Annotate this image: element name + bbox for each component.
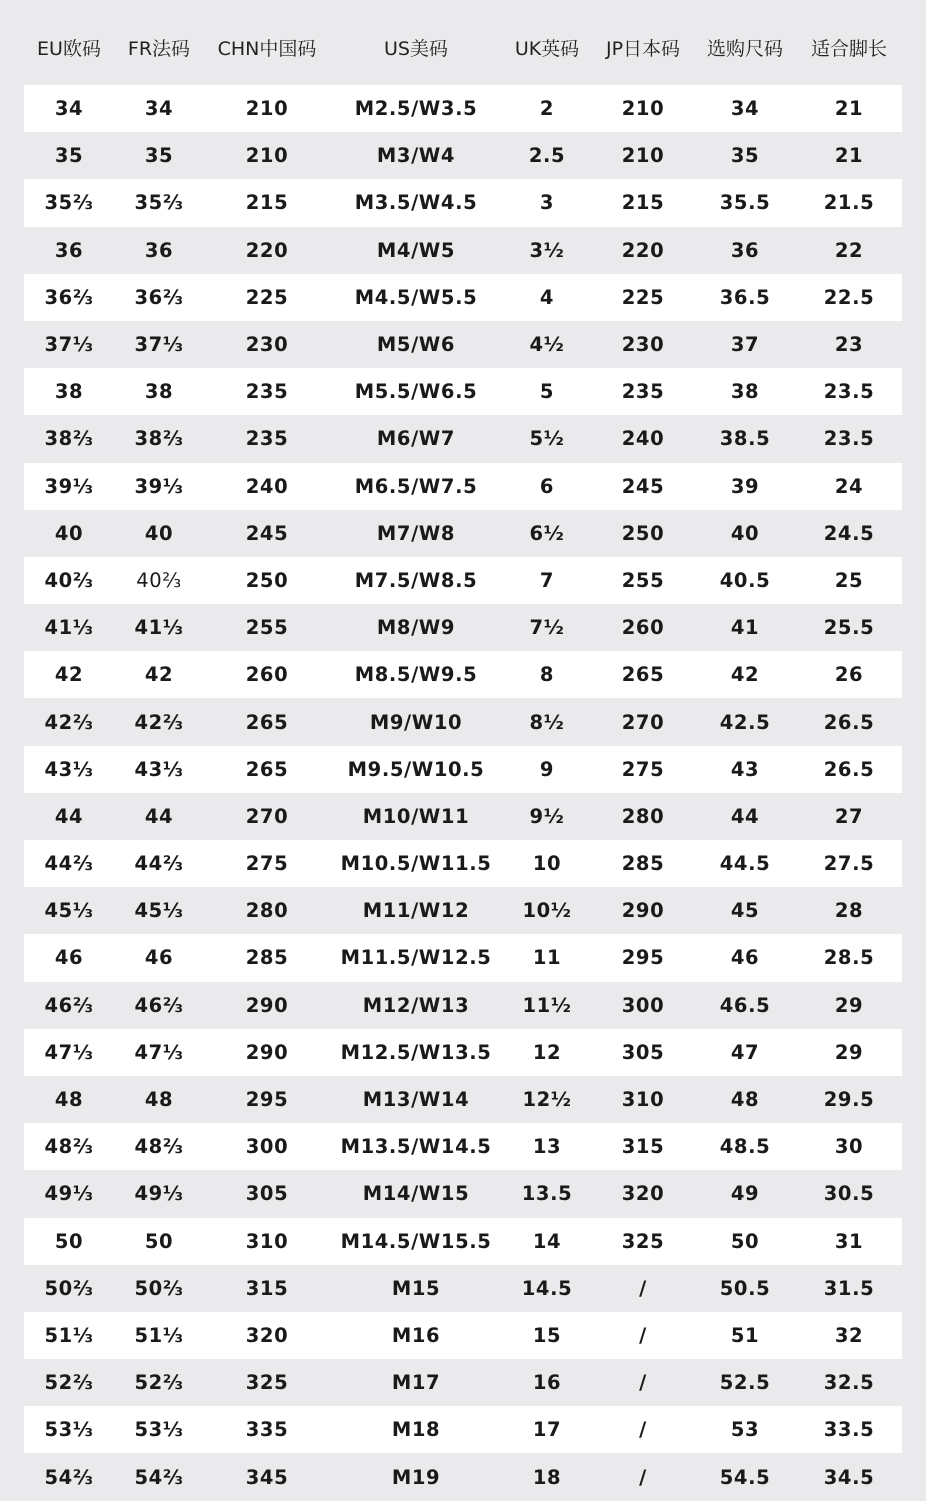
chn-size-cell: 345: [245, 1465, 289, 1489]
fr-size-cell: 52⅔: [134, 1371, 184, 1395]
purchase-size-cell: 40: [730, 521, 760, 545]
chn-size-cell: 295: [245, 1088, 289, 1112]
header-purchase-size: 选购尺码: [706, 37, 783, 60]
chn-size-cell: 240: [245, 474, 289, 498]
uk-size-cell: 3½: [529, 238, 565, 262]
table-row: [24, 934, 902, 981]
foot-length-cell: 31.5: [823, 1276, 875, 1300]
uk-size-cell: 2.5: [528, 144, 566, 168]
foot-length-cell: 28.5: [823, 946, 875, 970]
eu-size-cell: 36: [54, 238, 84, 262]
chn-size-cell: 225: [245, 285, 289, 309]
table-row: [24, 132, 902, 179]
fr-size-cell: 54⅔: [134, 1465, 184, 1489]
uk-size-cell: 8½: [529, 710, 565, 734]
uk-size-cell: 4½: [529, 333, 565, 357]
table-row: [24, 227, 902, 274]
fr-size-cell: 37⅓: [134, 333, 184, 357]
us-size-cell: M4/W5: [376, 238, 456, 262]
chn-size-cell: 215: [245, 191, 289, 215]
eu-size-cell: 40⅔: [44, 568, 94, 592]
header-uk: UK英码: [514, 37, 580, 60]
fr-size-cell: 44: [144, 804, 174, 828]
chn-size-cell: 310: [245, 1229, 289, 1253]
eu-size-cell: 48: [54, 1088, 84, 1112]
purchase-size-cell: 45: [730, 899, 760, 923]
eu-size-cell: 44: [54, 804, 84, 828]
table-row: [24, 698, 902, 745]
jp-size-cell: 270: [621, 710, 665, 734]
purchase-size-cell: 44: [730, 804, 760, 828]
foot-length-cell: 26.5: [823, 710, 875, 734]
foot-length-cell: 23.5: [823, 427, 875, 451]
eu-size-cell: 39⅓: [44, 474, 94, 498]
table-row: [24, 274, 902, 321]
fr-size-cell: 35: [144, 144, 174, 168]
header-fr: FR法码: [127, 37, 191, 60]
jp-size-cell: 295: [621, 946, 665, 970]
eu-size-cell: 45⅓: [44, 899, 94, 923]
eu-size-cell: 38⅔: [44, 427, 94, 451]
table-row: [24, 1453, 902, 1500]
us-size-cell: M5.5/W6.5: [354, 380, 478, 404]
foot-length-cell: 21: [834, 97, 864, 121]
uk-size-cell: 12½: [522, 1088, 572, 1112]
chn-size-cell: 305: [245, 1182, 289, 1206]
chn-size-cell: 220: [245, 238, 289, 262]
chn-size-cell: 235: [245, 380, 289, 404]
purchase-size-cell: 44.5: [719, 852, 771, 876]
purchase-size-cell: 42.5: [719, 710, 771, 734]
fr-size-cell: 44⅔: [134, 852, 184, 876]
table-row: [24, 179, 902, 226]
uk-size-cell: 6½: [529, 521, 565, 545]
fr-size-cell: 45⅓: [134, 899, 184, 923]
purchase-size-cell: 40.5: [719, 568, 771, 592]
jp-size-cell: 315: [621, 1135, 665, 1159]
foot-length-cell: 21: [834, 144, 864, 168]
jp-size-cell: 325: [621, 1229, 665, 1253]
chn-size-cell: 255: [245, 616, 289, 640]
purchase-size-cell: 38.5: [719, 427, 771, 451]
us-size-cell: M11/W12: [362, 899, 470, 923]
fr-size-cell: 34: [144, 97, 174, 121]
uk-size-cell: 10: [532, 852, 562, 876]
us-size-cell: M8/W9: [376, 616, 456, 640]
purchase-size-cell: 38: [730, 380, 760, 404]
us-size-cell: M7/W8: [376, 521, 456, 545]
chn-size-cell: 235: [245, 427, 289, 451]
us-size-cell: M11.5/W12.5: [340, 946, 492, 970]
eu-size-cell: 47⅓: [44, 1040, 94, 1064]
table-row: [24, 368, 902, 415]
uk-size-cell: 11½: [522, 993, 572, 1017]
uk-size-cell: 18: [532, 1465, 562, 1489]
fr-size-cell: 50⅔: [134, 1276, 184, 1300]
fr-size-cell: 47⅓: [134, 1040, 184, 1064]
table-row: [24, 1312, 902, 1359]
jp-size-cell: 210: [621, 97, 665, 121]
uk-size-cell: 17: [532, 1418, 562, 1442]
eu-size-cell: 37⅓: [44, 333, 94, 357]
jp-size-cell: 305: [621, 1040, 665, 1064]
foot-length-cell: 24: [834, 474, 864, 498]
purchase-size-cell: 46: [730, 946, 760, 970]
foot-length-cell: 28: [834, 899, 864, 923]
chn-size-cell: 320: [245, 1323, 289, 1347]
purchase-size-cell: 53: [730, 1418, 760, 1442]
table-row: [24, 1123, 902, 1170]
purchase-size-cell: 51: [730, 1323, 760, 1347]
jp-size-cell: 210: [621, 144, 665, 168]
table-row: [24, 510, 902, 557]
jp-size-cell: 235: [621, 380, 665, 404]
fr-size-cell: 39⅓: [134, 474, 184, 498]
foot-length-cell: 21.5: [823, 191, 875, 215]
eu-size-cell: 40: [54, 521, 84, 545]
jp-size-cell: /: [639, 1371, 647, 1395]
purchase-size-cell: 36: [730, 238, 760, 262]
purchase-size-cell: 54.5: [719, 1465, 771, 1489]
foot-length-cell: 34.5: [823, 1465, 875, 1489]
eu-size-cell: 50: [54, 1229, 84, 1253]
chn-size-cell: 210: [245, 144, 289, 168]
foot-length-cell: 31: [834, 1229, 864, 1253]
foot-length-cell: 25: [834, 568, 864, 592]
table-row: [24, 1029, 902, 1076]
us-size-cell: M10/W11: [362, 804, 470, 828]
fr-size-cell: 46: [144, 946, 174, 970]
jp-size-cell: 300: [621, 993, 665, 1017]
eu-size-cell: 46: [54, 946, 84, 970]
table-row: [24, 321, 902, 368]
us-size-cell: M4.5/W5.5: [354, 285, 478, 309]
table-row: [24, 1218, 902, 1265]
us-size-cell: M12.5/W13.5: [340, 1040, 492, 1064]
eu-size-cell: 36⅔: [44, 285, 94, 309]
chn-size-cell: 335: [245, 1418, 289, 1442]
purchase-size-cell: 42: [730, 663, 760, 687]
us-size-cell: M19: [391, 1465, 441, 1489]
table-row: [24, 557, 902, 604]
eu-size-cell: 42⅔: [44, 710, 94, 734]
table-row: [24, 793, 902, 840]
jp-size-cell: 245: [621, 474, 665, 498]
uk-size-cell: 10½: [522, 899, 572, 923]
table-row: [24, 1170, 902, 1217]
fr-size-cell: 42⅔: [134, 710, 184, 734]
table-row: [24, 1359, 902, 1406]
us-size-cell: M2.5/W3.5: [354, 97, 478, 121]
uk-size-cell: 14.5: [521, 1276, 573, 1300]
eu-size-cell: 35⅔: [44, 191, 94, 215]
purchase-size-cell: 46.5: [719, 993, 771, 1017]
us-size-cell: M9.5/W10.5: [347, 757, 485, 781]
uk-size-cell: 5: [539, 380, 555, 404]
us-size-cell: M9/W10: [369, 710, 463, 734]
fr-size-cell: 53⅓: [134, 1418, 184, 1442]
foot-length-cell: 32: [834, 1323, 864, 1347]
purchase-size-cell: 41: [730, 616, 760, 640]
eu-size-cell: 38: [54, 380, 84, 404]
eu-size-cell: 53⅓: [44, 1418, 94, 1442]
uk-size-cell: 9: [539, 757, 555, 781]
purchase-size-cell: 37: [730, 333, 760, 357]
header-eu: EU欧码: [37, 37, 101, 60]
purchase-size-cell: 34: [730, 97, 760, 121]
jp-size-cell: 290: [621, 899, 665, 923]
us-size-cell: M17: [391, 1371, 441, 1395]
jp-size-cell: 225: [621, 285, 665, 309]
foot-length-cell: 23.5: [823, 380, 875, 404]
uk-size-cell: 8: [539, 663, 555, 687]
purchase-size-cell: 35: [730, 144, 760, 168]
foot-length-cell: 25.5: [823, 616, 875, 640]
uk-size-cell: 9½: [529, 804, 565, 828]
uk-size-cell: 7½: [529, 616, 565, 640]
eu-size-cell: 54⅔: [44, 1465, 94, 1489]
foot-length-cell: 30.5: [823, 1182, 875, 1206]
fr-size-cell: 40⅔: [136, 568, 182, 592]
fr-size-cell: 38⅔: [134, 427, 184, 451]
uk-size-cell: 14: [532, 1229, 562, 1253]
table-row: [24, 887, 902, 934]
us-size-cell: M14.5/W15.5: [340, 1229, 492, 1253]
fr-size-cell: 48: [144, 1088, 174, 1112]
fr-size-cell: 38: [144, 380, 174, 404]
table-row: [24, 415, 902, 462]
eu-size-cell: 41⅓: [44, 616, 94, 640]
eu-size-cell: 46⅔: [44, 993, 94, 1017]
jp-size-cell: /: [639, 1418, 647, 1442]
jp-size-cell: /: [639, 1276, 647, 1300]
fr-size-cell: 49⅓: [134, 1182, 184, 1206]
fr-size-cell: 42: [144, 663, 174, 687]
header-chn: CHN中国码: [217, 37, 317, 60]
chn-size-cell: 265: [245, 710, 289, 734]
eu-size-cell: 49⅓: [44, 1182, 94, 1206]
table-header-row: [24, 13, 902, 85]
purchase-size-cell: 36.5: [719, 285, 771, 309]
purchase-size-cell: 43: [730, 757, 760, 781]
header-us: US美码: [384, 37, 448, 60]
foot-length-cell: 32.5: [823, 1371, 875, 1395]
us-size-cell: M13/W14: [362, 1088, 470, 1112]
chn-size-cell: 275: [245, 852, 289, 876]
fr-size-cell: 35⅔: [134, 191, 184, 215]
foot-length-cell: 27: [834, 804, 864, 828]
chn-size-cell: 250: [245, 568, 289, 592]
header-jp: JP日本码: [605, 37, 681, 60]
foot-length-cell: 24.5: [823, 521, 875, 545]
jp-size-cell: 280: [621, 804, 665, 828]
chn-size-cell: 245: [245, 521, 289, 545]
table-row: [24, 1265, 902, 1312]
purchase-size-cell: 48.5: [719, 1135, 771, 1159]
us-size-cell: M18: [391, 1418, 441, 1442]
foot-length-cell: 23: [834, 333, 864, 357]
jp-size-cell: 260: [621, 616, 665, 640]
eu-size-cell: 50⅔: [44, 1276, 94, 1300]
fr-size-cell: 48⅔: [134, 1135, 184, 1159]
eu-size-cell: 34: [54, 97, 84, 121]
us-size-cell: M7.5/W8.5: [354, 568, 478, 592]
eu-size-cell: 35: [54, 144, 84, 168]
jp-size-cell: 255: [621, 568, 665, 592]
foot-length-cell: 33.5: [823, 1418, 875, 1442]
fr-size-cell: 41⅓: [134, 616, 184, 640]
uk-size-cell: 12: [532, 1040, 562, 1064]
foot-length-cell: 22: [834, 238, 864, 262]
uk-size-cell: 6: [539, 474, 555, 498]
chn-size-cell: 315: [245, 1276, 289, 1300]
us-size-cell: M16: [391, 1323, 441, 1347]
purchase-size-cell: 47: [730, 1040, 760, 1064]
table-row: [24, 840, 902, 887]
uk-size-cell: 16: [532, 1371, 562, 1395]
eu-size-cell: 42: [54, 663, 84, 687]
table-row: [24, 463, 902, 510]
us-size-cell: M10.5/W11.5: [340, 852, 492, 876]
us-size-cell: M8.5/W9.5: [354, 663, 478, 687]
chn-size-cell: 270: [245, 804, 289, 828]
table-row: [24, 1406, 902, 1453]
foot-length-cell: 29: [834, 1040, 864, 1064]
chn-size-cell: 325: [245, 1371, 289, 1395]
jp-size-cell: 250: [621, 521, 665, 545]
us-size-cell: M12/W13: [362, 993, 470, 1017]
jp-size-cell: 220: [621, 238, 665, 262]
header-foot-length: 适合脚长: [810, 37, 887, 60]
chn-size-cell: 230: [245, 333, 289, 357]
us-size-cell: M15: [391, 1276, 441, 1300]
eu-size-cell: 44⅔: [44, 852, 94, 876]
fr-size-cell: 36: [144, 238, 174, 262]
us-size-cell: M3/W4: [376, 144, 456, 168]
chn-size-cell: 265: [245, 757, 289, 781]
uk-size-cell: 4: [539, 285, 555, 309]
foot-length-cell: 26.5: [823, 757, 875, 781]
table-row: [24, 982, 902, 1029]
jp-size-cell: /: [639, 1323, 647, 1347]
jp-size-cell: 240: [621, 427, 665, 451]
fr-size-cell: 46⅔: [134, 993, 184, 1017]
fr-size-cell: 50: [144, 1229, 174, 1253]
chn-size-cell: 300: [245, 1135, 289, 1159]
foot-length-cell: 26: [834, 663, 864, 687]
us-size-cell: M6.5/W7.5: [354, 474, 478, 498]
jp-size-cell: 230: [621, 333, 665, 357]
jp-size-cell: 265: [621, 663, 665, 687]
foot-length-cell: 29: [834, 993, 864, 1017]
chn-size-cell: 280: [245, 899, 289, 923]
chn-size-cell: 260: [245, 663, 289, 687]
uk-size-cell: 3: [539, 191, 555, 215]
jp-size-cell: 215: [621, 191, 665, 215]
eu-size-cell: 48⅔: [44, 1135, 94, 1159]
uk-size-cell: 5½: [529, 427, 565, 451]
table-row: [24, 1076, 902, 1123]
size-conversion-table: [24, 13, 902, 1501]
chn-size-cell: 290: [245, 993, 289, 1017]
uk-size-cell: 2: [539, 97, 555, 121]
eu-size-cell: 51⅓: [44, 1323, 94, 1347]
chn-size-cell: 285: [245, 946, 289, 970]
uk-size-cell: 15: [532, 1323, 562, 1347]
fr-size-cell: 40: [144, 521, 174, 545]
table-row: [24, 746, 902, 793]
us-size-cell: M13.5/W14.5: [340, 1135, 492, 1159]
uk-size-cell: 7: [539, 568, 555, 592]
purchase-size-cell: 35.5: [719, 191, 771, 215]
jp-size-cell: 285: [621, 852, 665, 876]
table-row: [24, 85, 902, 132]
fr-size-cell: 43⅓: [134, 757, 184, 781]
foot-length-cell: 30: [834, 1135, 864, 1159]
jp-size-cell: 275: [621, 757, 665, 781]
fr-size-cell: 51⅓: [134, 1323, 184, 1347]
foot-length-cell: 27.5: [823, 852, 875, 876]
eu-size-cell: 43⅓: [44, 757, 94, 781]
table-row: [24, 651, 902, 698]
chn-size-cell: 210: [245, 97, 289, 121]
jp-size-cell: 320: [621, 1182, 665, 1206]
purchase-size-cell: 50: [730, 1229, 760, 1253]
uk-size-cell: 11: [532, 946, 562, 970]
purchase-size-cell: 48: [730, 1088, 760, 1112]
chn-size-cell: 290: [245, 1040, 289, 1064]
uk-size-cell: 13.5: [521, 1182, 573, 1206]
us-size-cell: M6/W7: [376, 427, 456, 451]
us-size-cell: M5/W6: [376, 333, 456, 357]
eu-size-cell: 52⅔: [44, 1371, 94, 1395]
fr-size-cell: 36⅔: [134, 285, 184, 309]
jp-size-cell: /: [639, 1465, 647, 1489]
jp-size-cell: 310: [621, 1088, 665, 1112]
foot-length-cell: 29.5: [823, 1088, 875, 1112]
foot-length-cell: 22.5: [823, 285, 875, 309]
uk-size-cell: 13: [532, 1135, 562, 1159]
purchase-size-cell: 49: [730, 1182, 760, 1206]
purchase-size-cell: 52.5: [719, 1371, 771, 1395]
us-size-cell: M14/W15: [362, 1182, 470, 1206]
table-body: [24, 85, 902, 1501]
table-row: [24, 604, 902, 651]
purchase-size-cell: 50.5: [719, 1276, 771, 1300]
purchase-size-cell: 39: [730, 474, 760, 498]
us-size-cell: M3.5/W4.5: [354, 191, 478, 215]
